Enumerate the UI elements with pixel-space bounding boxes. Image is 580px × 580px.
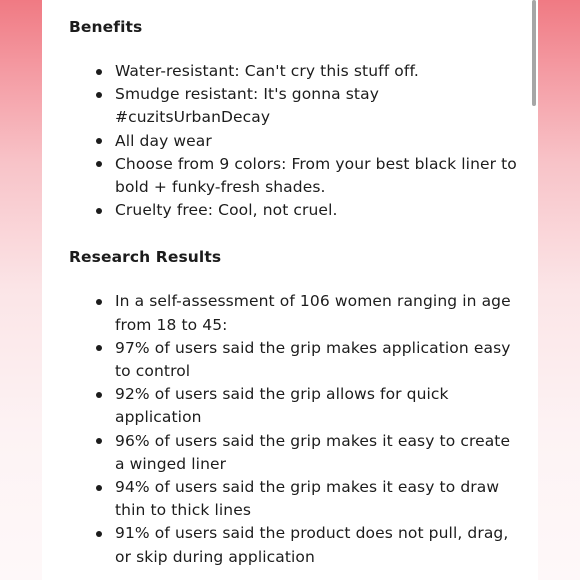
benefit-item: All day wear: [69, 130, 519, 153]
right-pink-border: [538, 0, 580, 580]
research-item: In a self-assessment of 106 women ranging in age from 18 to 45:: [69, 290, 519, 336]
benefits-heading: Benefits: [69, 18, 143, 36]
description-content: [69, 14, 519, 569]
benefit-item: Smudge resistant: It's gonna stay #cuzitsUrbanDecay: [69, 83, 519, 129]
research-results-heading: Research Results: [69, 248, 222, 267]
research-item: 97% of users said the grip makes application easy to control: [69, 337, 519, 383]
research-item: 96% of users said the grip makes it easy to create a winged liner: [69, 430, 519, 476]
benefit-item: Choose from 9 colors: From your best black liner to bold + funky-fresh shades.: [69, 153, 519, 199]
benefit-item: Water-resistant: Can't cry this stuff off.: [69, 60, 519, 83]
research-item: 94% of users said the grip makes it easy to draw thin to thick lines: [69, 476, 519, 522]
scrollbar-thumb[interactable]: [532, 0, 536, 106]
research-item: 91% of users said the product does not pull, drag, or skip during application: [69, 522, 519, 568]
benefit-item: Cruelty free: Cool, not cruel.: [69, 199, 519, 222]
benefits-list: [69, 60, 519, 222]
research-results-list: [69, 290, 519, 568]
left-pink-border: [0, 0, 42, 580]
product-description-panel: [42, 0, 538, 580]
research-item: 92% of users said the grip allows for quick application: [69, 383, 519, 429]
